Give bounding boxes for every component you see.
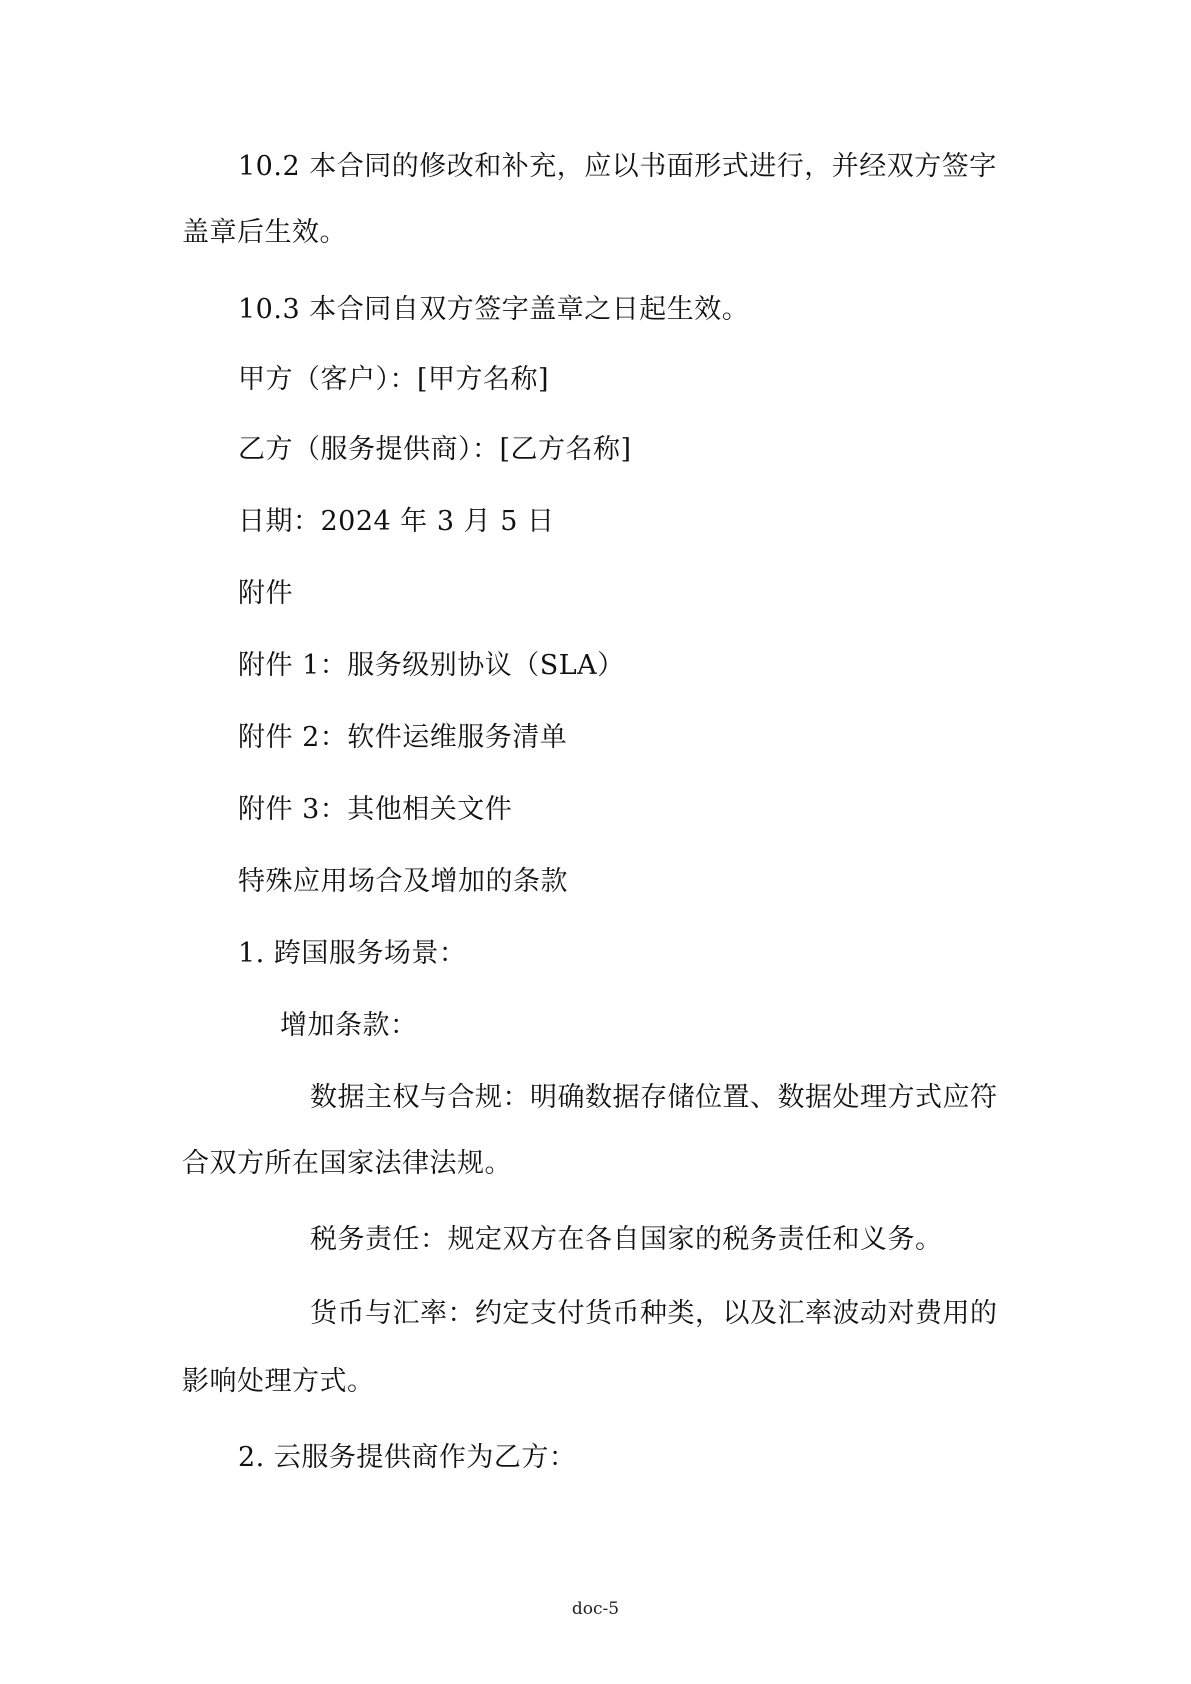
currency-exchange-line-2: 影响处理方式。 <box>182 1366 375 1397</box>
date-line: 日期：2024 年 3 月 5 日 <box>238 506 555 537</box>
scenario-1-heading: 1. 跨国服务场景： <box>238 938 467 969</box>
tax-responsibility-line: 税务责任：规定双方在各自国家的税务责任和义务。 <box>310 1224 943 1255</box>
special-clauses-heading: 特殊应用场合及增加的条款 <box>238 866 568 897</box>
clause-10-3: 10.3 本合同自双方签字盖章之日起生效。 <box>238 294 750 325</box>
attachment-2: 附件 2：软件运维服务清单 <box>238 722 568 753</box>
attachment-3: 附件 3：其他相关文件 <box>238 794 513 825</box>
party-b-line: 乙方（服务提供商）：[乙方名称] <box>238 434 632 465</box>
scenario-2-heading: 2. 云服务提供商作为乙方： <box>238 1442 577 1473</box>
data-sovereignty-line-1: 数据主权与合规：明确数据存储位置、数据处理方式应符 <box>310 1082 998 1113</box>
clause-10-2-line-1: 10.2 本合同的修改和补充，应以书面形式进行，并经双方签字 <box>238 151 997 182</box>
added-clauses-label: 增加条款： <box>280 1010 418 1041</box>
party-a-line: 甲方（客户）：[甲方名称] <box>238 364 550 395</box>
clause-10-2-line-2: 盖章后生效。 <box>182 217 347 248</box>
currency-exchange-line-1: 货币与汇率：约定支付货币种类，以及汇率波动对费用的 <box>310 1298 998 1329</box>
attachment-1: 附件 1：服务级别协议（SLA） <box>238 650 625 681</box>
attachments-heading: 附件 <box>238 578 293 609</box>
data-sovereignty-line-2: 合双方所在国家法律法规。 <box>182 1148 512 1179</box>
page-footer: doc-5 <box>571 1599 620 1619</box>
